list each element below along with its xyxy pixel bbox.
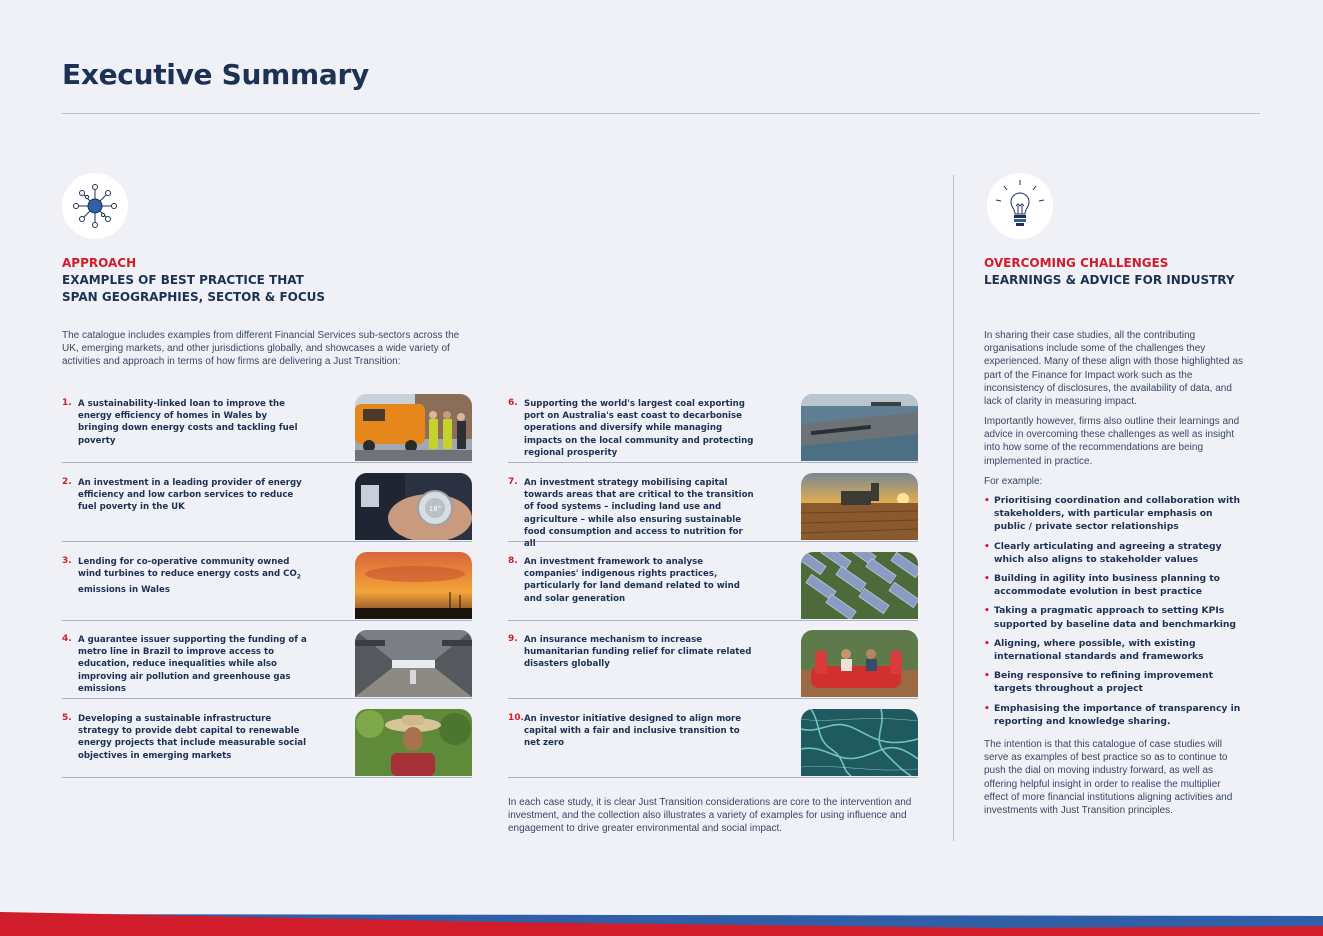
learnings-list-item: • Clearly articulating and agreeing a strategy which also aligns to stakeholder values xyxy=(984,540,1246,566)
coal-port-aerial-photo xyxy=(801,394,918,461)
smart-thermostat-photo xyxy=(355,473,472,540)
case-number: 9. xyxy=(508,634,518,644)
page-title: Executive Summary xyxy=(62,58,369,91)
case-item-5 xyxy=(62,709,472,778)
case-item-3 xyxy=(62,552,472,621)
learnings-list-item: • Building in agility into business planning to accommodate evolution in best practice xyxy=(984,572,1246,598)
case-item-6 xyxy=(508,394,918,463)
for-example-label: For example: xyxy=(984,476,1043,487)
case-item-4 xyxy=(62,630,472,699)
case-item-10 xyxy=(508,709,918,778)
challenges-kicker: OVERCOMING CHALLENGES xyxy=(984,256,1169,270)
case-description: Supporting the world's largest coal exporting port on Australia's east coast to decarbonise operations and diversify while managing impacts on the local community and protecting regional prosperity xyxy=(524,399,754,458)
case-item-7 xyxy=(508,473,918,550)
case-number: 2. xyxy=(62,477,72,487)
approach-heading-line2: SPAN GEOGRAPHIES, SECTOR & FOCUS xyxy=(62,290,326,304)
harvester-field-photo xyxy=(801,473,918,540)
case-number: 5. xyxy=(62,713,72,723)
learnings-list-item: • Taking a pragmatic approach to setting KPIs supported by baseline data and benchmarking xyxy=(984,604,1246,630)
case-item-8 xyxy=(508,552,918,621)
metro-tunnel-photo xyxy=(355,630,472,697)
case-description: A guarantee issuer supporting the funding of a metro line in Brazil to improve access to education, reduce inequalities while also improving air pollution and greenhouse gas emissions xyxy=(78,635,307,694)
farmer-portrait-photo xyxy=(355,709,472,776)
learnings-list-item: • Emphasising the importance of transparency in reporting and knowledge sharing. xyxy=(984,702,1246,728)
title-divider xyxy=(62,113,1260,114)
case-item-1 xyxy=(62,394,472,463)
challenges-heading: LEARNINGS & ADVICE FOR INDUSTRY xyxy=(984,273,1235,287)
case-number: 4. xyxy=(62,634,72,644)
case-description: An investor initiative designed to align more capital with a fair and inclusive transition to net zero xyxy=(524,714,742,749)
svg-text:18°: 18° xyxy=(428,505,442,513)
closing-note: In each case study, it is clear Just Transition considerations are core to the intervention and investment, and the collection also illustrates a variety of examples for using influence and engagement to drive greater environmental and social impact. xyxy=(508,797,912,835)
network-hub-icon xyxy=(62,173,128,239)
case-description: An investment in a leading provider of energy efficiency and low carbon services to reduce fuel poverty in the UK xyxy=(78,478,302,513)
challenges-conclusion: The intention is that this catalogue of case studies will serve as examples of best practice so as to continue to push the dial on moving industry forward, as well as offering helpful insight in order to realise the multiplier effect of more financial institutions aligning activities and investments with Just Transition principles. xyxy=(984,739,1233,817)
challenges-paragraph-1: In sharing their case studies, all the contributing organisations include some of the challenges they experienced. Many of these align with those highlighted as part of the Finance for Impact work such as the inconsistency of disclosures, the availability of data, and lack of clarity in measuring impact. xyxy=(984,330,1244,408)
learnings-list-item: • Prioritising coordination and collaboration with stakeholders, with particular emphasis on public / private sector relationships xyxy=(984,494,1246,534)
learnings-list-item: • Aligning, where possible, with existing international standards and frameworks xyxy=(984,637,1246,663)
lightbulb-icon xyxy=(987,173,1053,239)
case-item-2 xyxy=(62,473,472,542)
solar-panels-photo xyxy=(801,552,918,619)
footer-wave-banner xyxy=(0,906,1323,936)
case-number: 1. xyxy=(62,398,72,408)
case-description: An investment framework to analyse companies' indigenous rights practices, particularly for land demand related to wind and solar generation xyxy=(524,557,740,604)
case-number: 10. xyxy=(508,713,524,723)
case-item-9 xyxy=(508,630,918,699)
case-number: 7. xyxy=(508,477,518,487)
river-delta-aerial-photo xyxy=(801,709,918,776)
column-divider xyxy=(953,175,954,841)
flood-rescue-photo xyxy=(801,630,918,697)
case-description: An investment strategy mobilising capital towards areas that are critical to the transition of food systems – including land use and agriculture – while also ensuring sustainable food consumption and access to nutrition for all xyxy=(524,478,754,550)
learnings-list xyxy=(984,494,1246,734)
challenges-paragraph-2: Importantly however, firms also outline their learnings and advice in overcoming these challenges as well as insight into how some of the recommendations are being implemented in practice. xyxy=(984,416,1240,467)
case-description: A sustainability-linked loan to improve the energy efficiency of homes in Wales by bringing down energy costs and tackling fuel poverty xyxy=(78,399,298,446)
sunset-wind-turbines-photo xyxy=(355,552,472,619)
case-description: Developing a sustainable infrastructure strategy to provide debt capital to renewable energy projects that include measurable social objectives in emerging markets xyxy=(78,714,307,761)
approach-intro: The catalogue includes examples from different Financial Services sub-sectors across the UK, emerging markets, and other jurisdictions globally, and showcases a wide variety of activities and approach in terms of how firms are delivering a Just Transition: xyxy=(62,330,460,368)
case-number: 8. xyxy=(508,556,518,566)
case-description: An insurance mechanism to increase humanitarian funding relief for climate related disasters globally xyxy=(524,635,752,670)
learnings-list-item: • Being responsive to refining improvement targets throughout a project xyxy=(984,669,1246,695)
case-description: Lending for co-operative community owned wind turbines to reduce energy costs and $CO_2$ emissions in Wales xyxy=(78,557,301,596)
case-number: 3. xyxy=(62,556,72,566)
approach-kicker: APPROACH xyxy=(62,256,137,270)
workers-with-van-photo xyxy=(355,394,472,461)
case-number: 6. xyxy=(508,398,518,408)
approach-heading-line1: EXAMPLES OF BEST PRACTICE THAT xyxy=(62,273,304,287)
